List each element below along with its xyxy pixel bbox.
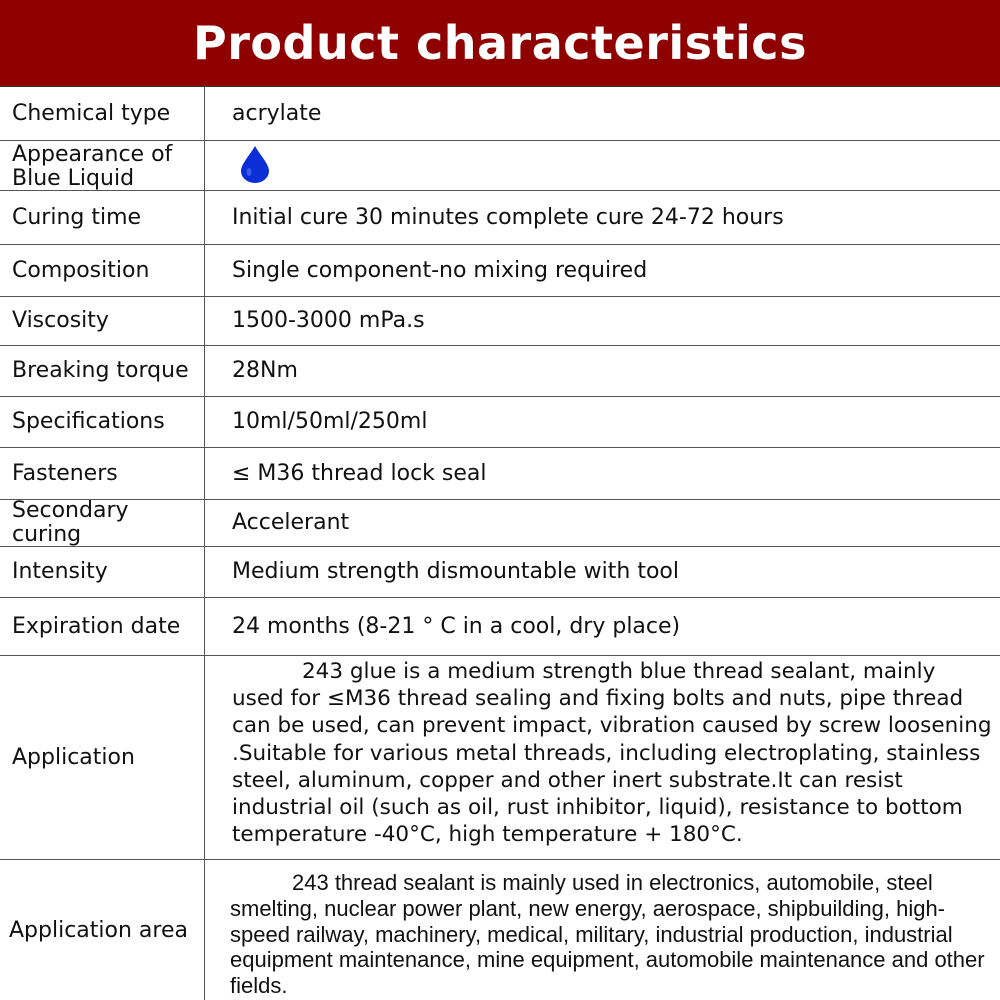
table-row: [0, 141, 1000, 191]
row-label: Application area: [0, 860, 205, 1000]
table-row: [0, 245, 1000, 297]
row-label: Fasteners: [0, 448, 205, 499]
table-row: [0, 860, 1000, 1000]
application-text: 243 glue is a medium strength blue thread sealant, mainly used for ≤M36 thread sealing and fixing bolts and nuts, pipe thread can be used, can prevent impact, vibration caused by screw loosening .Suitable for various metal threads, including electroplating, stainless steel, aluminum, copper and other inert substrate.It can resist industrial oil (such as oil, rust inhibitor, liquid), resistance to bottom temperature -40°C, high temperature + 180°C.: [232, 659, 992, 848]
row-value: 28Nm: [232, 358, 298, 383]
row-label: Specifications: [0, 397, 205, 447]
row-label: Secondary curing: [0, 500, 205, 546]
table-row: [0, 448, 1000, 500]
row-label: Breaking torque: [0, 346, 205, 396]
row-label: Viscosity: [0, 297, 205, 345]
table-row: [0, 547, 1000, 598]
table-row: [0, 656, 1000, 860]
page-title: Product characteristics: [193, 16, 807, 70]
application-area-text: 243 thread sealant is mainly used in electronics, automobile, steel smelting, nuclear power plant, new energy, aerospace, shipbuilding, high-speed railway, machinery, medical, military, industrial production, industrial equipment maintenance, mine equipment, automobile maintenance and other fields.: [230, 870, 985, 999]
row-value: 24 months (8-21 ° C in a cool, dry place): [232, 613, 681, 639]
row-label: Chemical type: [0, 87, 205, 140]
header-banner: [0, 0, 1000, 86]
table-row: [0, 598, 1000, 656]
table-row: [0, 397, 1000, 448]
row-value: [206, 141, 1000, 190]
row-label: Expiration date: [0, 598, 205, 655]
table-row: [0, 346, 1000, 397]
row-value: Single component-no mixing required: [232, 257, 648, 283]
row-label: Composition: [0, 245, 205, 296]
blue-drop-icon: [238, 144, 272, 184]
row-label: Intensity: [0, 547, 205, 597]
table-row: [0, 191, 1000, 245]
table-row: [0, 87, 1000, 141]
row-value: 1500-3000 mPa.s: [232, 308, 425, 333]
row-value: 10ml/50ml/250ml: [232, 409, 428, 434]
row-value: [206, 860, 1000, 1000]
row-label: Curing time: [0, 191, 205, 244]
row-value: Initial cure 30 minutes complete cure 24-72 hours: [232, 204, 784, 230]
characteristics-table: [0, 86, 1000, 1000]
row-label: Appearance of Blue Liquid: [0, 141, 205, 190]
row-label: Application: [0, 656, 205, 859]
table-row: [0, 500, 1000, 547]
row-value: ≤ M36 thread lock seal: [232, 460, 487, 486]
table-row: [0, 297, 1000, 346]
row-value: acrylate: [232, 100, 322, 126]
row-value: [206, 656, 1000, 859]
row-value: Medium strength dismountable with tool: [232, 559, 679, 584]
row-value: Accelerant: [232, 510, 350, 535]
